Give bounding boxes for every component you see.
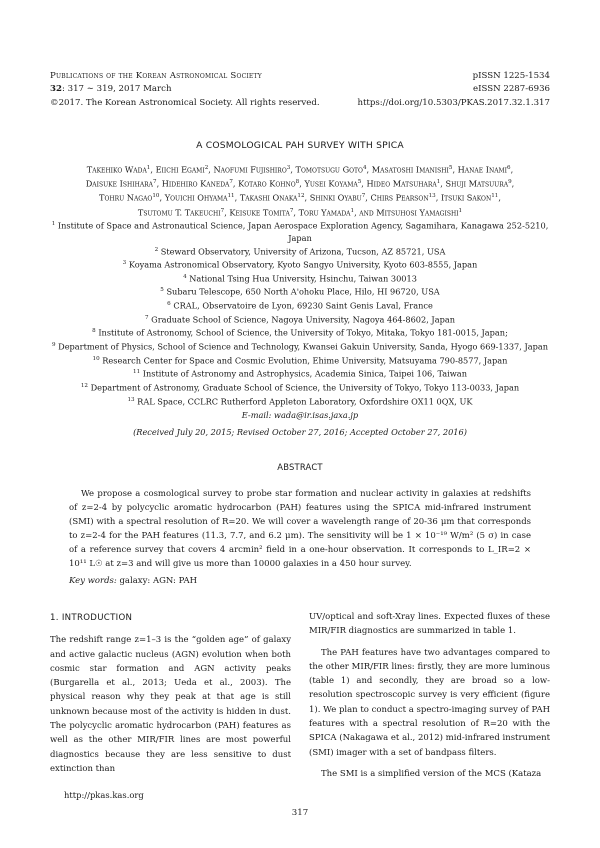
affiliation-item (40, 258, 560, 272)
author-list (46, 162, 554, 219)
author-name: Eiichi Egami (155, 164, 205, 175)
author-affiliation-marker: 7 (361, 193, 366, 200)
left-column (50, 611, 291, 776)
author-name: Takehiko Wada (86, 164, 147, 175)
author-name: Masatoshi Imanishi (371, 164, 449, 175)
pissn: pISSN 1225-1534 (472, 71, 550, 81)
author-line-4: Tsutomu T. Takeuchi$^7$, Keisuke Tomita$^7$, Toru Yamada$^1$, and Mitsuhosi Yamagishi$^1$ (137, 207, 463, 218)
right-column (309, 610, 550, 781)
author-line-1: Takehiko Wada$^1$, Eiichi Egami$^2$, Naofumi Fujishiro$^3$, Tomotsugu Goto$^4$, Masatoshi Imanishi$^5$, Hanae Inami$^6$, (86, 164, 514, 175)
author-affiliation-marker: 13 (428, 193, 436, 200)
author-line-2: Daisuke Ishihara$^7$, Hidehiro Kaneda$^7$, Kotaro Kohno$^8$, Yusei Koyama$^5$, Hideo Matsuhara$^1$, Shuji Matsuura$^9$, (85, 178, 515, 189)
affiliation-text: Institute of Space and Astronautical Science, Japan Aerospace Exploration Agency, Sagamihara, Kanagawa 252-5210, (57, 220, 549, 231)
author-affiliation-marker: 7 (153, 179, 157, 186)
author-name: Takashi Onaka (239, 193, 298, 204)
affiliation-item (40, 326, 560, 340)
affiliation-item (40, 354, 560, 368)
affiliation-item (40, 219, 560, 233)
author-name: Shuji Matsuura (445, 178, 509, 189)
affiliation-item (40, 381, 560, 395)
pages-date: : 317 ∼ 319, 2017 March (61, 84, 172, 95)
affiliation-text: Japan (288, 232, 312, 243)
affiliation-text: Institute of Astronomy, School of Science, the University of Tokyo, Mitaka, Tokyo 181-0015, Japan; (98, 328, 508, 339)
abstract (69, 487, 531, 588)
affiliation-number: 8 (92, 328, 96, 335)
author-affiliation-marker: 3 (286, 165, 291, 171)
author-name: Tomotsugu Goto (295, 164, 363, 175)
affiliations (40, 219, 560, 408)
affiliation-list (40, 219, 560, 439)
abstract-text: We propose a cosmological survey to probe star formation and nuclear activity in galaxies at redshifts of z=2-4 by polycyclic aromatic hydrocarbon (PAH) features using the SPICA mid-infrared instrument (SMI) with a spectral resolution of R=20. We will cover a wavelength range of 20-36 μm that corresponds to z=2-4 for the PAH features (11.3, 7.7, and 6.2 μm). The sensitivity will be 1 × 10⁻¹⁹ W/m² (5 σ) in case of a reference survey that covers 4 arcmin² field in a one-hour observation. It corresponds to L_IR=2 × 10¹¹ L☉ at z=3 and will give us more than 10000 galaxies in a 450 hour survey. (69, 489, 531, 570)
intro-paragraph-1-cont: UV/optical and soft-Xray lines. Expected fluxes of these MIR/FIR diagnostics are summarized in table 1. (309, 612, 550, 637)
affiliation-number: 9 (51, 342, 56, 349)
author-name: Kotaro Kohno (238, 178, 296, 189)
affiliation-text: Koyama Astronomical Observatory, Kyoto Sangyo University, Kyoto 603-8555, Japan (128, 259, 478, 270)
page-number: 317 (291, 808, 309, 818)
author-name: Hanae Inami (457, 164, 508, 175)
affiliation-text: RAL Space, CCLRC Rutherford Appleton Laboratory, Oxfordshire OX11 0QX, UK (137, 396, 473, 407)
keywords-label: Key words: (69, 575, 117, 586)
email: E-mail: wada@ir.isas.jaxa.jp (241, 410, 359, 421)
affiliation-text: Graduate School of Science, Nagoya University, Nagoya 464-8602, Japan (151, 314, 455, 325)
journal-url[interactable]: http://pkas.kas.org (64, 790, 144, 800)
affiliation-item (40, 245, 560, 259)
author-affiliation-marker: 5 (448, 165, 453, 171)
author-affiliation-marker: 1 (458, 207, 463, 214)
author-affiliation-marker: 4 (362, 165, 367, 171)
affiliation-item (40, 299, 560, 313)
author-name: Tohru Nagao (99, 193, 153, 204)
intro-paragraph-3: The SMI is a simplified version of the MCS (Kataza (321, 768, 542, 779)
author-name: and Mitsuhosi Yamagishi (359, 207, 459, 218)
author-name: Itsuki Sakon (440, 193, 492, 204)
intro-paragraph-2: The PAH features have two advantages compared to the other MIR/FIR lines: firstly, they are more luminous (table 1) and secondly, they are broad so a low-resolution spectroscopic survey is very efficient (figure 1). We plan to conduct a spectro-imaging survey of PAH features with a spectral resolution of R=20 with the SPICA (Nakagawa et al., 2012) mid-infrared instrument (SMI) imager with a set of bandpass filters. (309, 647, 550, 758)
affiliation-number: 12 (80, 382, 88, 389)
affiliation-number: 1 (51, 221, 56, 227)
affiliation-number: 3 (122, 260, 127, 267)
author-affiliation-marker: 2 (204, 165, 209, 171)
author-name: Toru Yamada (298, 207, 351, 218)
author-affiliation-marker: 9 (508, 179, 512, 186)
author-name: Yusei Koyama (304, 178, 358, 189)
eissn: eISSN 2287-6936 (473, 84, 550, 95)
affiliation-text: Research Center for Space and Cosmic Evolution, Ehime University, Matsuyama 790-8577, Japan (102, 355, 508, 366)
section-heading-introduction: 1. INTRODUCTION (50, 613, 133, 623)
author-affiliation-marker: 5 (357, 179, 362, 186)
author-affiliation-marker: 1 (350, 207, 355, 214)
author-name: Chirs Pearson (370, 193, 429, 204)
affiliation-item (40, 233, 560, 245)
author-affiliation-marker: 1 (146, 165, 151, 171)
affiliation-number: 10 (92, 355, 100, 362)
affiliation-item (40, 313, 560, 327)
intro-paragraph-1: The redshift range z=1–3 is the “golden age” of galaxy and active galactic nucleus (AGN) evolution when both cosmic star formation and AGN activity peaks (Burgarella et al., 2013; Ueda et al., 2003). The physical reason why they peak at that age is still unknown because most of the activity is hidden in dust. The polycyclic aromatic hydrocarbon (PAH) features as well as the other MIR/FIR lines are most powerful diagnostics because they are less sensitive to dust extinction than (50, 635, 291, 774)
author-affiliation-marker: 8 (295, 179, 300, 186)
keywords (69, 574, 531, 588)
volume-line (50, 83, 320, 96)
author-affiliation-marker: 12 (297, 193, 305, 200)
affiliation-number: 2 (154, 246, 159, 253)
author-name: Youichi Ohyama (164, 193, 228, 204)
affiliation-number: 13 (127, 396, 135, 403)
affiliation-text: Subaru Telescope, 650 North A'ohoku Place, Hilo, HI 96720, USA (166, 287, 440, 298)
affiliation-item (40, 367, 560, 381)
affiliation-item (40, 285, 560, 299)
affiliation-item (40, 340, 560, 354)
keywords-value: galaxy: AGN: PAH (119, 575, 198, 586)
affiliation-number: 4 (183, 273, 187, 280)
affiliation-text: Steward Observatory, University of Arizona, Tucson, AZ 85721, USA (160, 246, 446, 257)
affiliation-item (40, 272, 560, 286)
journal-name: Publications of the Korean Astronomical Society (50, 71, 262, 81)
affiliation-text: Institute of Astronomy and Astrophysics, Academia Sinica, Taipei 106, Taiwan (142, 369, 467, 380)
author-name: Hideo Matsuhara (366, 178, 437, 189)
author-affiliation-marker: 1 (436, 179, 441, 186)
author-name: Shinki Oyabu (309, 193, 362, 204)
author-affiliation-marker: 10 (152, 193, 160, 200)
author-name: Tsutomu T. Takeuchi (137, 207, 221, 218)
volume-number: 32 (50, 84, 62, 95)
abstract-heading: ABSTRACT (277, 462, 323, 472)
affiliation-number: 11 (133, 369, 141, 376)
author-affiliation-marker: 7 (289, 207, 294, 214)
doi-link[interactable]: https://doi.org/10.5303/PKAS.2017.32.1.317 (357, 97, 550, 108)
affiliation-number: 7 (145, 314, 149, 321)
author-affiliation-marker: 11 (227, 193, 235, 200)
author-line-3: Tohru Nagao$^{10}$, Youichi Ohyama$^{11}$, Takashi Onaka$^{12}$, Shinki Oyabu$^7$, Chirs Pearson$^{13}$, Itsuki Sakon$^{11}$, (99, 193, 501, 204)
author-name: Keisuke Tomita (229, 207, 290, 218)
author-affiliation-marker: 11 (491, 193, 499, 200)
affiliation-text: National Tsing Hua University, Hsinchu, Taiwan 30013 (189, 273, 417, 284)
affiliation-text: CRAL, Observatoire de Lyon, 69230 Saint Genis Laval, France (173, 300, 433, 311)
affiliation-number: 5 (160, 287, 164, 294)
received-dates: (Received July 20, 2015; Revised October 27, 2016; Accepted October 27, 2016) (133, 427, 467, 438)
author-affiliation-marker: 7 (220, 207, 225, 214)
affiliation-text: Department of Astronomy, Graduate School of Science, the University of Tokyo, Tokyo 113-0033, Japan (90, 382, 520, 393)
affiliation-item (40, 395, 560, 409)
author-name: Hidehiro Kaneda (161, 178, 230, 189)
copyright: ©2017. The Korean Astronomical Society. All rights reserved. (50, 97, 320, 108)
author-name: Daisuke Ishihara (85, 178, 153, 189)
author-affiliation-marker: 7 (229, 179, 233, 186)
affiliation-text: Department of Physics, School of Science and Technology, Kwansei Gakuin University, Sanda, Hyogo 669-1337, Japan (58, 341, 549, 352)
author-affiliation-marker: 6 (507, 165, 511, 171)
affiliation-number: 6 (167, 301, 171, 308)
author-name: Naofumi Fujishiro (213, 164, 287, 175)
paper-title: A COSMOLOGICAL PAH SURVEY WITH SPICA (196, 140, 404, 151)
